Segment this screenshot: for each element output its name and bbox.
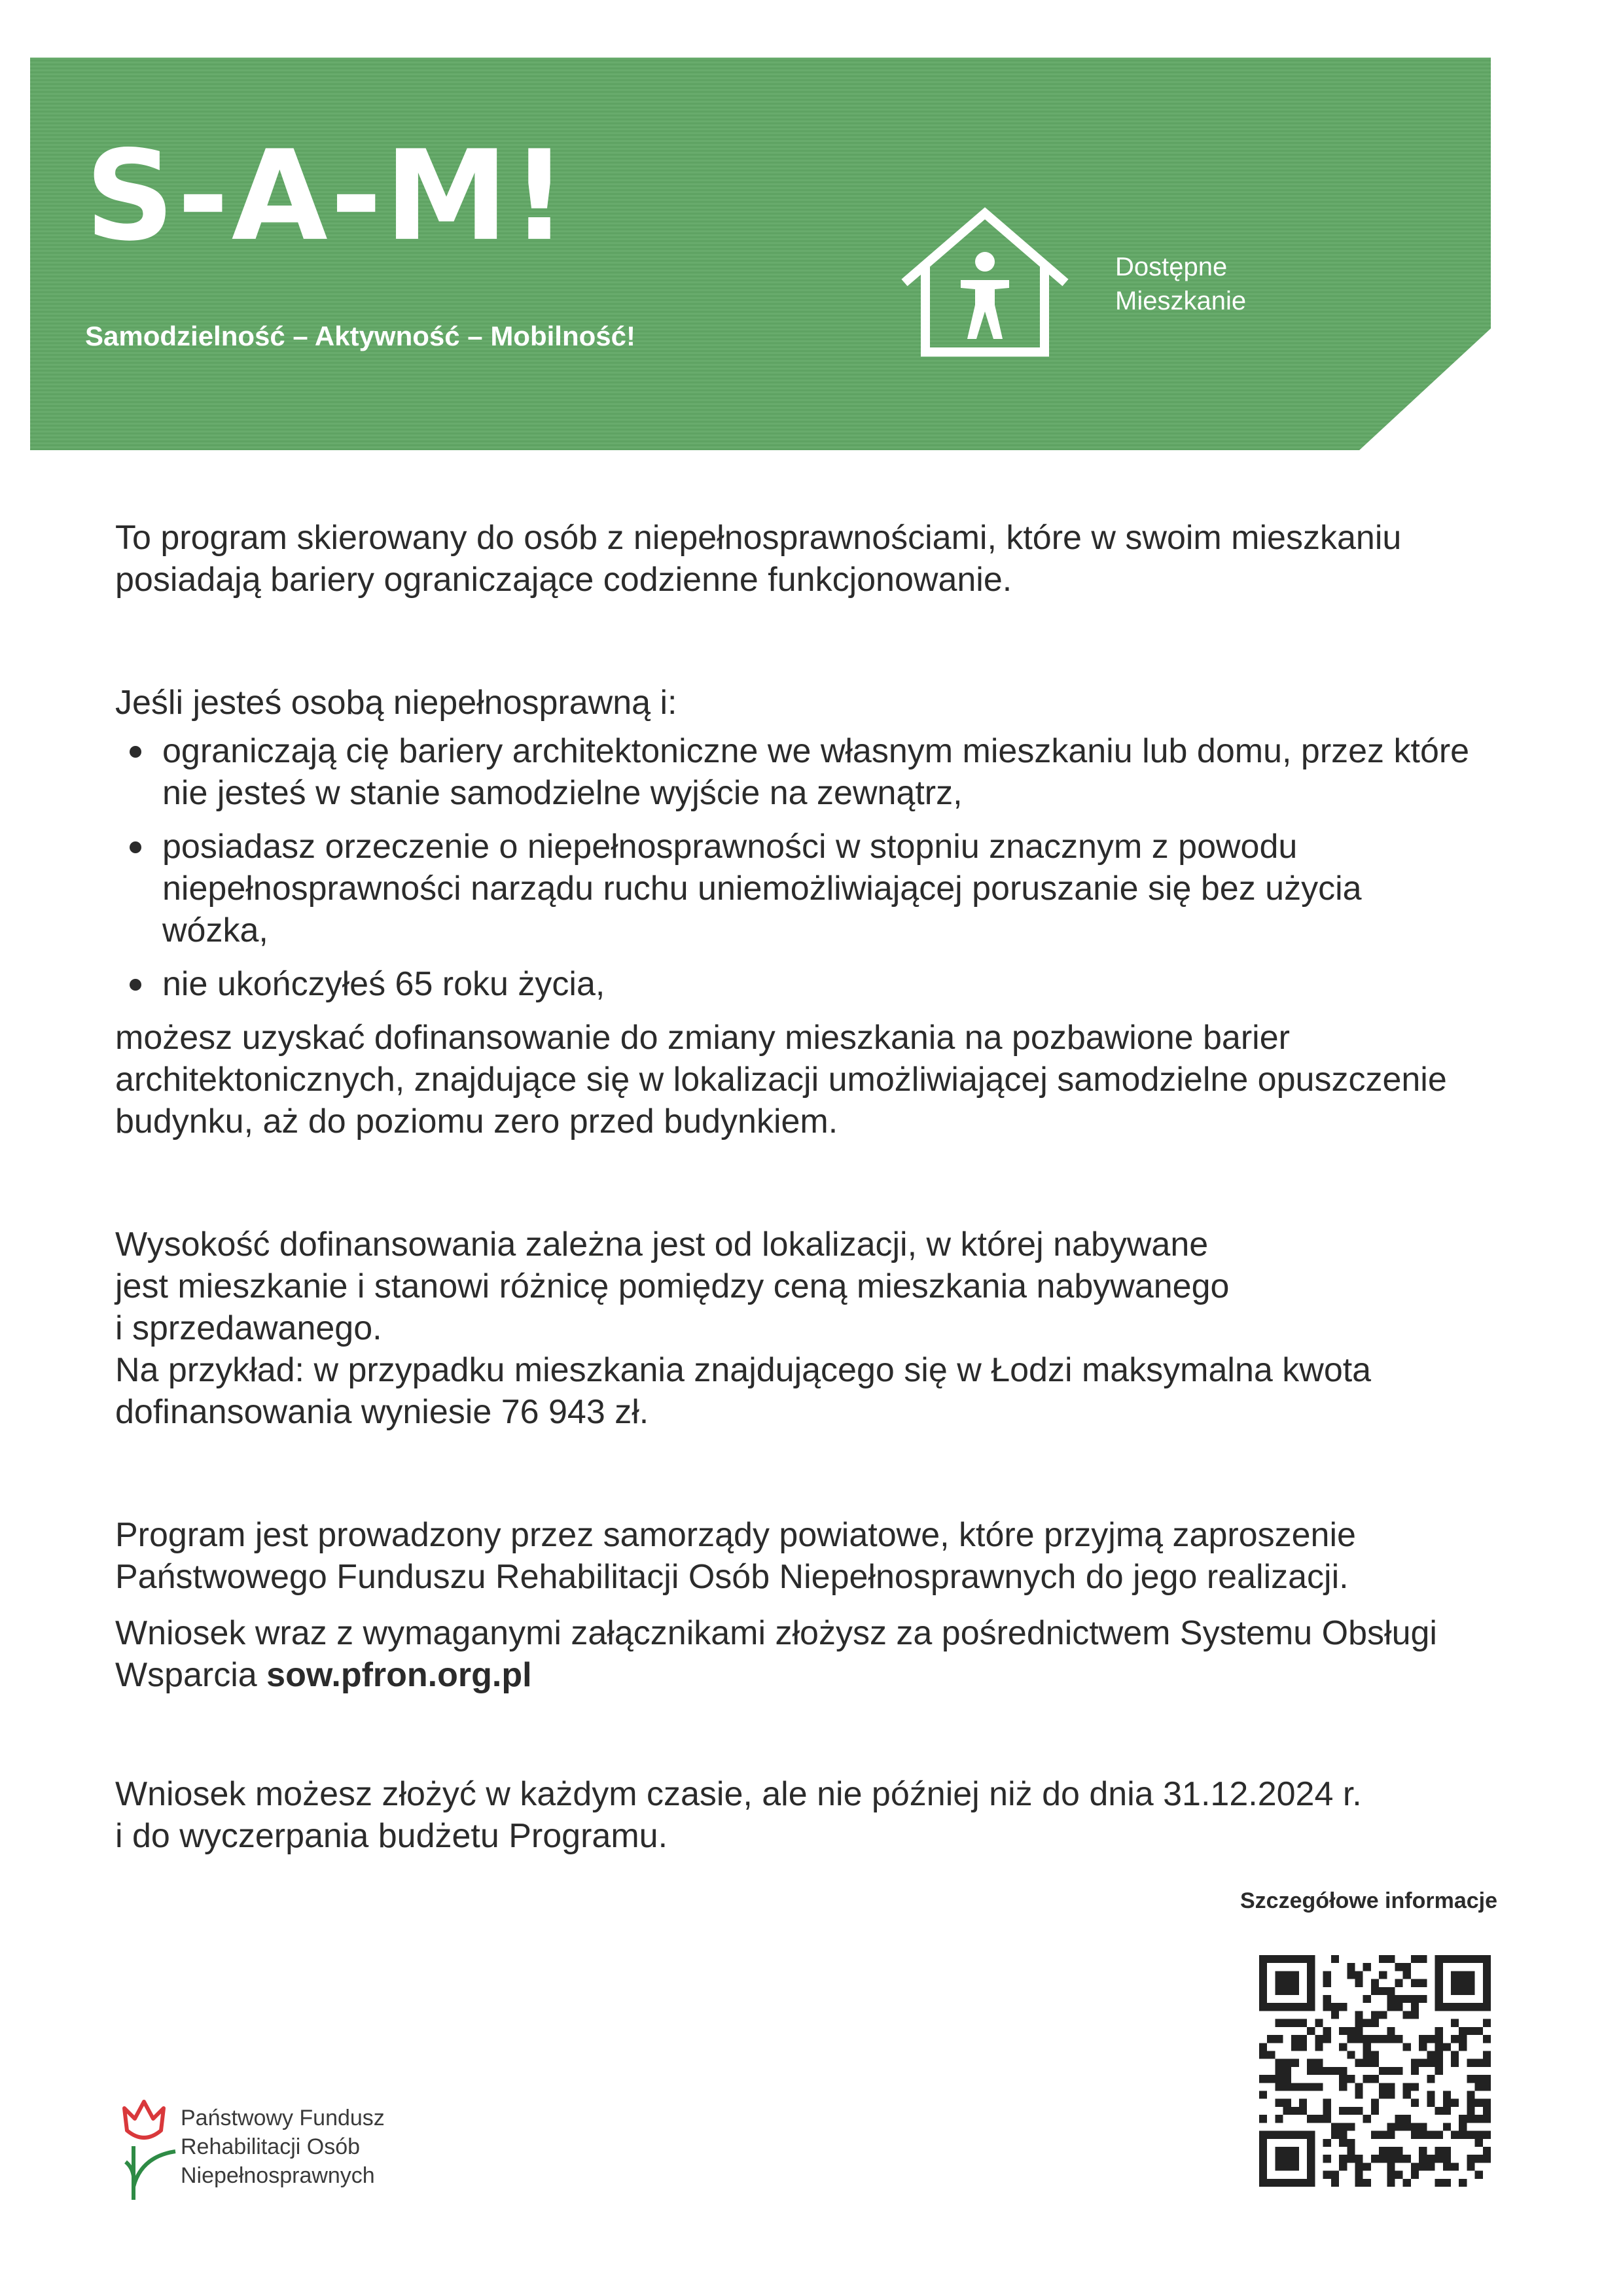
list-item: nie ukończyłeś 65 roku życia, (115, 963, 1476, 1005)
condition-lead: Jeśli jesteś osobą niepełnosprawną i: (115, 684, 677, 722)
funding-line-1: Wysokość dofinansowania zależna jest od lokalizacji, w której nabywane (115, 1226, 1209, 1263)
pfron-line-1: Państwowy Fundusz (181, 2106, 385, 2130)
bullet-icon (130, 979, 141, 991)
pfron-name (181, 2104, 385, 2190)
tulip-logo-icon (115, 2089, 187, 2201)
application-link[interactable]: sow.pfron.org.pl (266, 1656, 532, 1694)
application-paragraph (115, 1612, 1476, 1696)
list-item: posiadasz orzeczenie o niepełnosprawności w stopniu znacznym z powodu niepełnosprawności narządu ruchu uniemożliwiającej poruszanie się bez użycia wózka, (115, 826, 1476, 951)
funding-line-2: jest mieszkanie i stanowi różnicę pomiędzy ceną mieszkania nabywanego (115, 1267, 1230, 1305)
application-text: Wniosek wraz z wymaganymi załącznikami złożysz za pośrednictwem Systemu Obsługi Wsparcia (115, 1614, 1437, 1694)
conditions-list (115, 730, 1476, 1005)
bullet-icon (130, 746, 141, 758)
deadline-line-1: Wniosek możesz złożyć w każdym czasie, ale nie później niż do dnia 31.12.2024 r. (115, 1775, 1362, 1813)
program-name-line2: Mieszkanie (1115, 287, 1247, 315)
main-content (115, 517, 1476, 1857)
logo-subtitle: Samodzielność – Aktywność – Mobilność! (85, 321, 635, 351)
logo-title: S-A-M! (85, 124, 571, 268)
operator-paragraph: Program jest prowadzony przez samorządy powiatowe, które przyjmą zaproszenie Państwowego Funduszu Rehabilitacji Osób Niepełnosprawnych do jego realizacji. (115, 1516, 1356, 1596)
qr-code-icon[interactable] (1259, 1955, 1491, 2187)
pfron-line-2: Rehabilitacji Osób (181, 2134, 361, 2159)
benefit-paragraph: możesz uzyskać dofinansowanie do zmiany mieszkania na pozbawione barier architektonicznych, znajdujące się w lokalizacji umożliwiającej samodzielne opuszczenie budynku, aż do poziomu zero przed budynkiem. (115, 1019, 1447, 1140)
program-name (1115, 250, 1246, 318)
funding-line-3: i sprzedawanego. (115, 1309, 382, 1347)
deadline-line-2: i do wyczerpania budżetu Programu. (115, 1817, 668, 1855)
qr-label: Szczegółowe informacje (1240, 1888, 1497, 1913)
deadline-paragraph (115, 1773, 1476, 1857)
list-item: ograniczają cię bariery architektoniczne we własnym mieszkaniu lub domu, przez które nie jesteś w stanie samodzielne wyjście na zewnątrz, (115, 730, 1476, 814)
intro-paragraph: To program skierowany do osób z niepełnosprawnościami, które w swoim mieszkaniu posiadają bariery ograniczające codzienne funkcjonowanie. (115, 519, 1402, 599)
house-person-icon (898, 204, 1072, 359)
bullet-icon (130, 841, 141, 853)
pfron-line-3: Niepełnosprawnych (181, 2163, 375, 2188)
program-name-line1: Dostępne (1115, 253, 1228, 281)
funding-paragraph (115, 1224, 1476, 1349)
example-paragraph: Na przykład: w przypadku mieszkania znajdującego się w Łodzi maksymalna kwota dofinansowania wyniesie 76 943 zł. (115, 1351, 1372, 1431)
